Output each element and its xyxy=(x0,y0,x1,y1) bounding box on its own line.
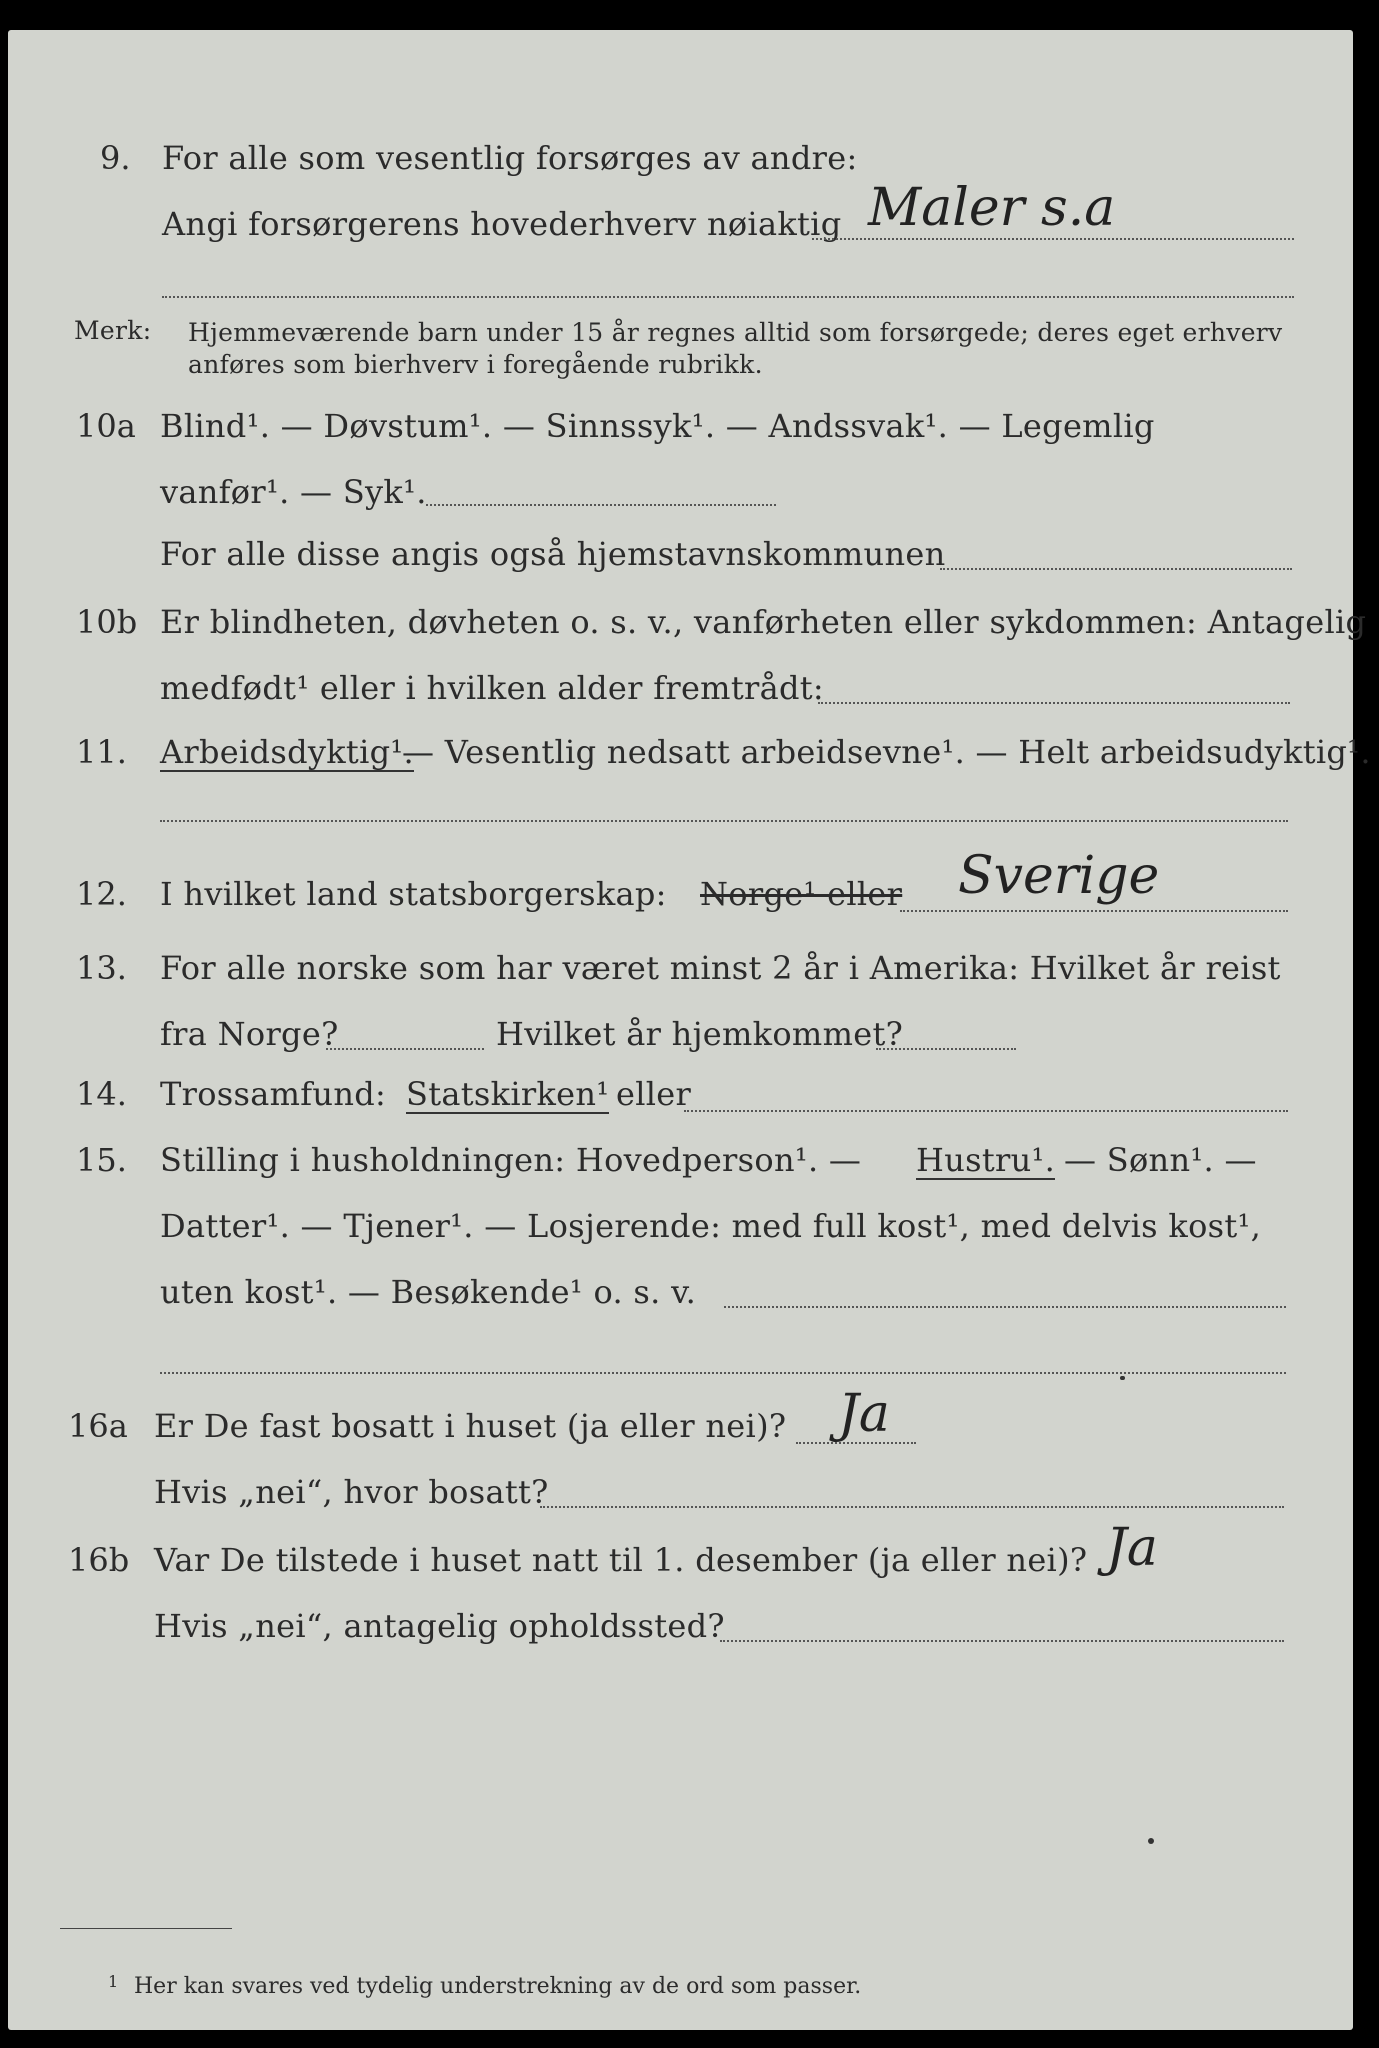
q15-line1c: — Sønn¹. — xyxy=(1064,1141,1257,1179)
q9-line2: Angi forsørgerens hovederhverv nøiaktig xyxy=(162,205,842,243)
q13-hjemkommet-line xyxy=(876,1048,1016,1050)
q12-handwritten-answer: Sverige xyxy=(958,846,1160,906)
q9-handwritten-answer: Maler s.a xyxy=(868,178,1116,238)
q12-struck-norge: Norge¹ eller xyxy=(700,875,903,913)
q10a-line2: vanfør¹. — Syk¹. xyxy=(160,473,427,511)
q14-option-statskirken: Statskirken¹ xyxy=(406,1075,610,1113)
q15-line1a: Stilling i husholdningen: Hovedperson¹. — xyxy=(160,1141,862,1179)
q10b-answer-line xyxy=(818,702,1290,704)
ink-speck xyxy=(1148,1838,1154,1844)
ink-speck xyxy=(1120,1376,1125,1380)
q16a-handwritten-answer: Ja xyxy=(838,1384,890,1444)
q11-option-arbeidsdyktig: Arbeidsdyktig¹. xyxy=(160,733,414,771)
q11-number: 11. xyxy=(76,733,127,771)
q15-line3: uten kost¹. — Besøkende¹ o. s. v. xyxy=(160,1273,697,1311)
q16b-handwritten-answer: Ja xyxy=(1106,1518,1158,1578)
q13-line2b: Hvilket år hjemkommet? xyxy=(496,1015,904,1053)
q9-answer-line xyxy=(812,238,1294,240)
q15-option-hustru: Hustru¹. xyxy=(916,1141,1056,1179)
q9-extra-line xyxy=(162,296,1294,298)
footnote-mark: 1 xyxy=(108,1972,119,1991)
q11-rest: — Vesentlig nedsatt arbeidsevne¹. — Helt arbeidsudyktig¹. xyxy=(402,733,1371,771)
q13-reist-line xyxy=(326,1048,484,1050)
q16b-line2: Hvis „nei“, antagelig opholdssted? xyxy=(154,1607,725,1645)
q14-rest: eller xyxy=(616,1075,692,1113)
q10a-line1: Blind¹. — Døvstum¹. — Sinnssyk¹. — Andssvak¹. — Legemlig xyxy=(160,407,1155,445)
q16a-line2: Hvis „nei“, hvor bosatt? xyxy=(154,1473,549,1511)
q13-number: 13. xyxy=(76,949,127,987)
q13-line1: For alle norske som har været minst 2 år i Amerika: Hvilket år reist xyxy=(160,949,1281,987)
q14-answer-line xyxy=(684,1110,1288,1112)
q14-number: 14. xyxy=(76,1075,127,1113)
q14-text: Trossamfund: xyxy=(160,1075,387,1113)
q16a-line1: Er De fast bosatt i huset (ja eller nei)? xyxy=(154,1407,787,1445)
q12-answer-line xyxy=(900,910,1288,912)
footnote-rule xyxy=(60,1928,232,1929)
q12-text: I hvilket land statsborgerskap: xyxy=(160,875,667,913)
q10b-line2: medfødt¹ eller i hvilken alder fremtrådt: xyxy=(160,669,824,707)
q10a-number: 10a xyxy=(76,407,136,445)
q15-number: 15. xyxy=(76,1141,127,1179)
merk-label: Merk: xyxy=(74,316,152,345)
q13-line2a: fra Norge? xyxy=(160,1015,339,1053)
q10b-line1: Er blindheten, døvheten o. s. v., vanførheten eller sykdommen: Antagelig xyxy=(160,603,1367,641)
merk-line2: anføres som bierhverv i foregående rubrikk. xyxy=(188,350,763,379)
merk-line1: Hjemmeværende barn under 15 år regnes alltid som forsørgede; deres eget erhverv xyxy=(188,318,1283,347)
q11-extra-line xyxy=(160,820,1288,822)
q12-number: 12. xyxy=(76,875,127,913)
q9-line1: For alle som vesentlig forsørges av andre: xyxy=(162,139,858,177)
q16b-number: 16b xyxy=(68,1541,130,1579)
q15-extra-line xyxy=(160,1372,1286,1374)
q16a-number: 16a xyxy=(68,1407,128,1445)
q15-answer-line xyxy=(724,1306,1286,1308)
q16b-opholdssted-line xyxy=(720,1640,1284,1642)
q16a-bosatt-line xyxy=(540,1506,1284,1508)
q10a-kommune-line xyxy=(940,568,1292,570)
footnote-text: Her kan svares ved tydelig understrekning av de ord som passer. xyxy=(134,1974,862,1999)
q10a-syk-line xyxy=(426,504,776,506)
q10a-line3: For alle disse angis også hjemstavnskommunen xyxy=(160,535,946,573)
q9-number: 9. xyxy=(100,139,131,177)
q16b-line1: Var De tilstede i huset natt til 1. desember (ja eller nei)? xyxy=(154,1541,1088,1579)
q15-line2: Datter¹. — Tjener¹. — Losjerende: med full kost¹, med delvis kost¹, xyxy=(160,1207,1262,1245)
census-form-page xyxy=(8,30,1371,2030)
q10b-number: 10b xyxy=(76,603,138,641)
